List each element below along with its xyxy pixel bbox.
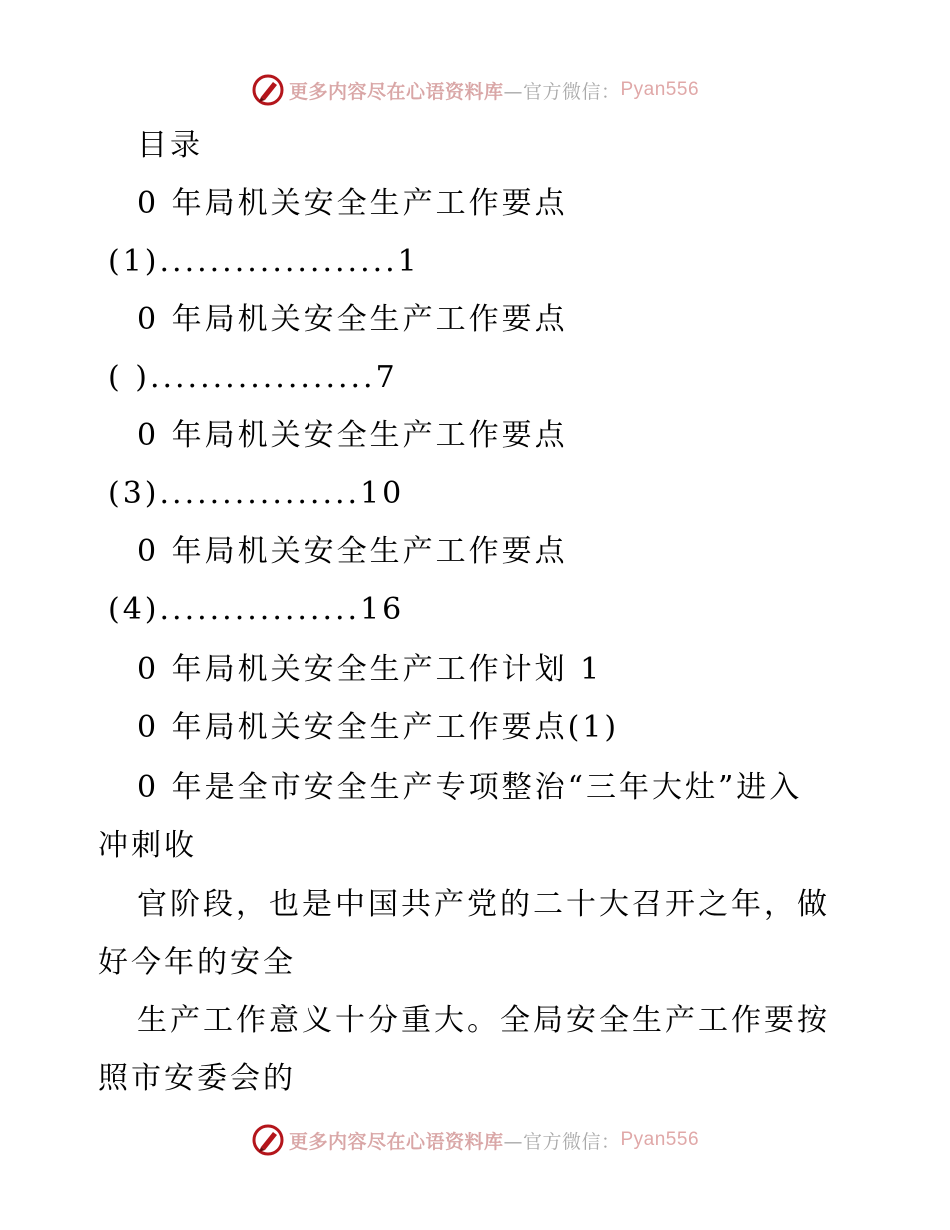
toc-entry-title: 0 年局机关安全生产工作要点: [137, 186, 568, 221]
toc-entry-ref: (1)...................1: [108, 244, 420, 279]
toc-title: 目录: [137, 128, 203, 163]
toc-entry-title: 0 年局机关安全生产工作要点: [137, 302, 568, 337]
footer-brand-text: 更多内容尽在心语资料库: [288, 1130, 504, 1153]
section-heading: 0 年局机关安全生产工作要点(1): [137, 710, 620, 745]
paragraph-line: 好今年的安全: [98, 945, 296, 980]
footer-banner: [0, 1120, 950, 1160]
header-official-text: —官方微信：: [503, 80, 621, 103]
paragraph-line: 生产工作意义十分重大。全局安全生产工作要按: [137, 1003, 830, 1038]
footer-official-text: —官方微信：: [503, 1130, 621, 1153]
toc-entry-title: 0 年局机关安全生产工作要点: [137, 534, 568, 569]
paragraph-line: 冲刺收: [98, 828, 197, 863]
header-wechat-id: Pyan556: [620, 79, 700, 100]
pen-logo-icon: [251, 73, 285, 107]
paragraph-line: 照市安委会的: [98, 1061, 296, 1096]
pen-logo-icon: [251, 1123, 285, 1157]
toc-plan-entry: 0 年局机关安全生产工作计划 1: [137, 652, 603, 687]
header-banner: [0, 70, 950, 110]
toc-entry-ref: (3)................10: [108, 476, 405, 511]
paragraph-line: 官阶段，也是中国共产党的二十大召开之年，做: [137, 887, 830, 922]
toc-entry-ref: (4)................16: [108, 592, 405, 627]
toc-entry-title: 0 年局机关安全生产工作要点: [137, 418, 568, 453]
header-brand-text: 更多内容尽在心语资料库: [288, 80, 504, 103]
paragraph-line: 0 年是全市安全生产专项整治“三年大灶”进入: [137, 770, 803, 805]
toc-entry-ref: ( )..................7: [108, 360, 398, 395]
footer-wechat-id: Pyan556: [620, 1129, 700, 1150]
